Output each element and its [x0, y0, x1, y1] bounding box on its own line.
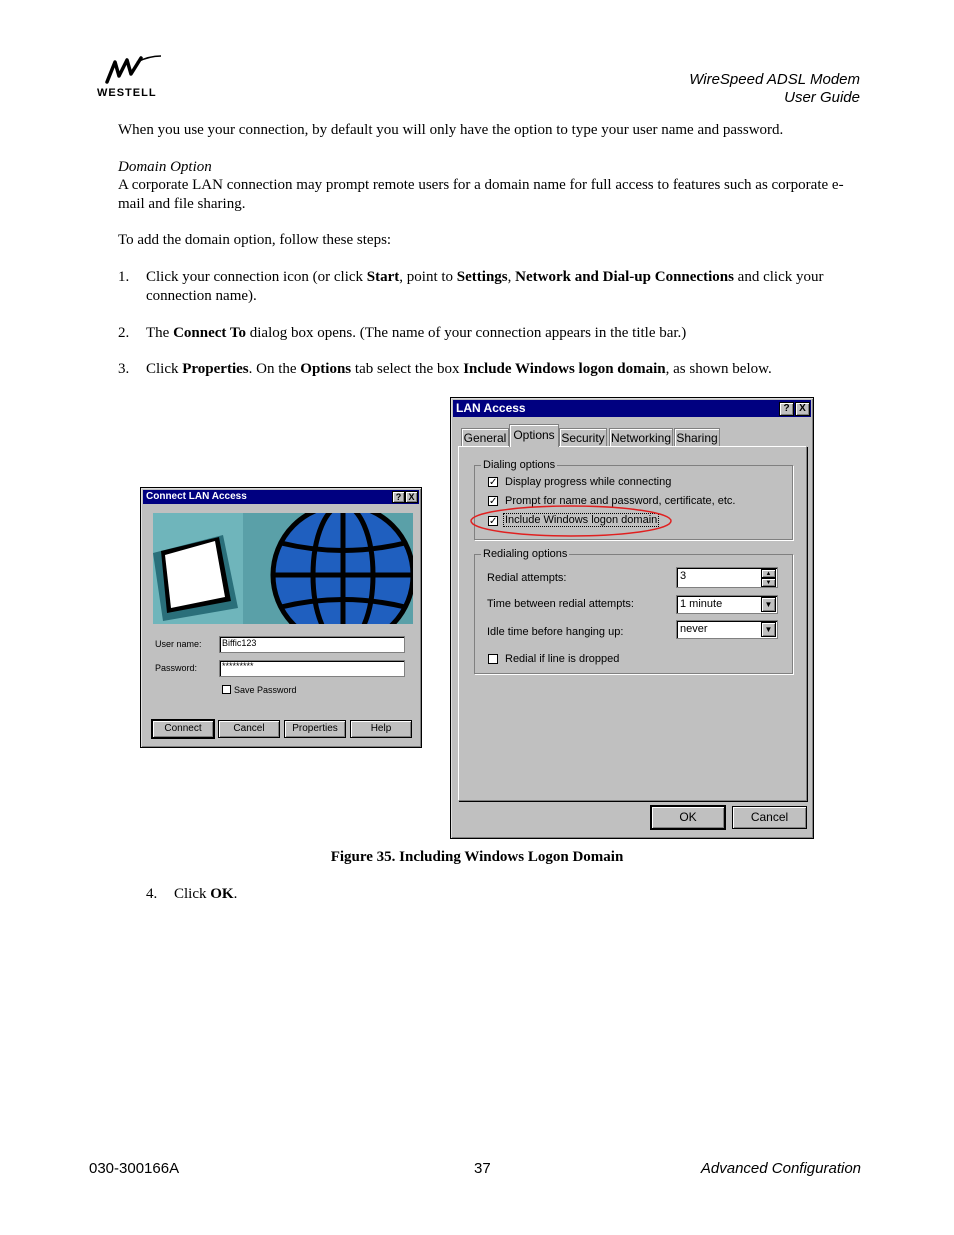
redial-attempts-label: Redial attempts: [487, 572, 567, 584]
idle-time-label: Idle time before hanging up: [487, 626, 624, 638]
cancel-button[interactable]: Cancel [218, 720, 280, 738]
step-1-text: Click your connection icon (or click Start, point to Settings, Network and Dial-up Connections and click your connection name). [146, 269, 824, 304]
figure-caption: Figure 35. Including Windows Logon Domain [330, 849, 624, 865]
tab-general[interactable]: General [461, 428, 509, 446]
footer-section: Advanced Configuration [700, 1160, 861, 1177]
lan-dialog-titlebar [453, 400, 811, 417]
spinner-up-icon[interactable]: ▲ [761, 569, 776, 578]
username-input[interactable] [219, 636, 405, 653]
step-1-number: 1. [118, 269, 130, 285]
help-dialog-button[interactable]: Help [350, 720, 412, 738]
lan-dialog-title: LAN Access [456, 401, 526, 415]
doc-title: WireSpeed ADSL Modem [689, 71, 860, 88]
username-label: User name: [155, 639, 202, 649]
doc-subtitle: User Guide [784, 89, 860, 106]
idle-time-chevron-down-icon[interactable]: ▼ [761, 622, 776, 637]
cancel-properties-button[interactable]: Cancel [732, 806, 807, 829]
include-windows-logon-domain-label: Include Windows logon domain [505, 514, 658, 526]
footer-doc-number: 030-300166A [89, 1160, 180, 1177]
tab-security[interactable]: Security [559, 428, 607, 446]
step-2-text: The Connect To dialog box opens. (The name of your connection appears in the title bar.) [146, 325, 687, 341]
ok-button[interactable]: OK [651, 806, 725, 829]
redial-attempts-value: 3 [680, 570, 687, 582]
redial-if-dropped-label: Redial if line is dropped [505, 653, 620, 665]
idle-time-select[interactable] [676, 620, 778, 639]
step-3-text: Click Properties. On the Options tab select the box Include Windows logon domain, as shown below. [146, 361, 772, 377]
prompt-name-password-label: Prompt for name and password, certificate, etc. [505, 495, 736, 507]
westell-logo [97, 54, 167, 98]
idle-time-value: never [680, 623, 708, 635]
lan-help-button[interactable]: ? [779, 402, 794, 416]
connect-lan-access-dialog [140, 487, 422, 748]
properties-button[interactable]: Properties [284, 720, 346, 738]
prompt-name-password-checkbox[interactable]: ✓ [489, 496, 498, 507]
time-between-label: Time between redial attempts: [487, 598, 634, 610]
username-value: Biffic123 [222, 638, 257, 648]
spinner-down-icon[interactable]: ▼ [761, 578, 776, 587]
options-tab-panel [458, 446, 807, 801]
step-3-number: 3. [118, 361, 130, 377]
step-4-text: Click OK. [174, 886, 238, 902]
connect-button[interactable]: Connect [152, 720, 214, 738]
close-button[interactable]: X [405, 491, 418, 503]
dialing-options-label: Dialing options [483, 459, 556, 471]
tab-networking[interactable]: Networking [609, 428, 673, 446]
connection-illustration [153, 513, 413, 624]
step-2-number: 2. [118, 325, 130, 341]
steps-intro: To add the domain option, follow these steps: [118, 232, 392, 248]
display-progress-label: Display progress while connecting [505, 476, 672, 488]
step-4-number: 4. [146, 886, 158, 902]
password-value: ********* [222, 661, 254, 671]
save-password-label: Save Password [234, 685, 297, 695]
section-title: Domain Option [118, 159, 212, 175]
connect-dialog-title: Connect LAN Access [146, 491, 247, 502]
logo-text: WESTELL [97, 87, 157, 99]
computer-globe-icon [153, 513, 413, 624]
westell-logo-mark-icon [97, 54, 167, 84]
highlight-ellipse [469, 504, 673, 538]
section-paragraph: A corporate LAN connection may prompt remote users for a domain name for full access to features such as corporate e-mail and file sharing. [118, 177, 844, 212]
redialing-options-label: Redialing options [483, 548, 568, 560]
tab-options[interactable]: Options [509, 424, 559, 447]
redial-if-dropped-checkbox[interactable] [488, 654, 498, 664]
redialing-options-group [474, 548, 793, 674]
intro-paragraph: When you use your connection, by default you will only have the option to type your user name and password. [118, 122, 784, 138]
time-between-value: 1 minute [680, 598, 723, 610]
time-between-chevron-down-icon[interactable]: ▼ [761, 597, 776, 612]
password-input[interactable] [219, 660, 405, 677]
time-between-select[interactable] [676, 595, 778, 614]
connect-dialog-titlebar [143, 490, 419, 504]
include-windows-logon-domain-checkbox[interactable]: ✓ [489, 516, 498, 527]
tab-sharing[interactable]: Sharing [674, 428, 720, 446]
redial-attempts-spinner[interactable] [676, 567, 778, 588]
password-label: Password: [155, 663, 198, 673]
help-button[interactable]: ? [392, 491, 405, 503]
save-password-checkbox[interactable] [222, 685, 231, 694]
footer-page-number: 37 [474, 1160, 491, 1177]
lan-close-button[interactable]: X [795, 402, 810, 416]
display-progress-checkbox[interactable]: ✓ [489, 477, 498, 488]
lan-access-properties-dialog [450, 397, 814, 839]
